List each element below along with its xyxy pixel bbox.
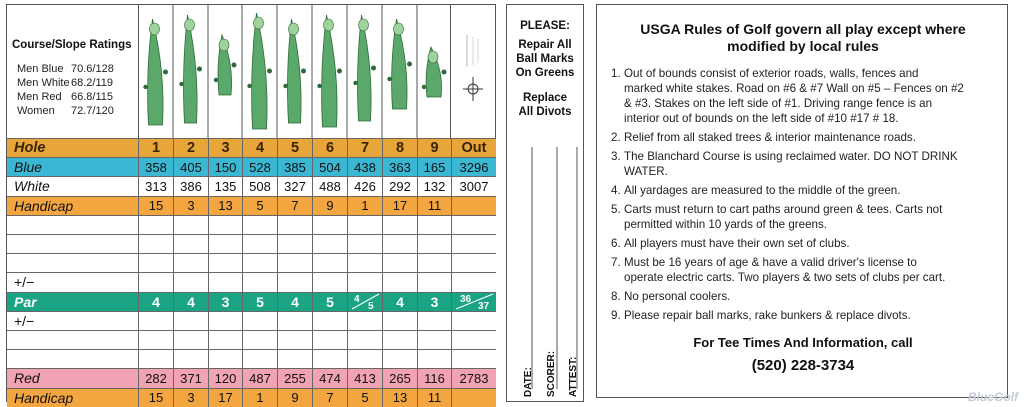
score-cell: 292 — [382, 177, 417, 195]
player-row — [7, 349, 496, 368]
score-cell: 9 — [417, 139, 451, 157]
rule-item — [611, 149, 996, 179]
row-label: Hole — [14, 140, 46, 157]
rule-number: 3. — [611, 150, 621, 163]
rules-title-line-2: modified by local rules — [727, 38, 879, 54]
score-cell — [451, 197, 496, 215]
score-cell: 426 — [347, 177, 382, 195]
score-entry-cell[interactable] — [242, 235, 277, 253]
score-entry-cell[interactable] — [382, 216, 417, 234]
score-entry-cell[interactable] — [312, 331, 347, 349]
score-cell — [312, 312, 347, 330]
score-entry-cell[interactable] — [312, 350, 347, 368]
score-entry-cell[interactable] — [138, 235, 173, 253]
score-cell: 358 — [138, 158, 173, 176]
rule-item — [611, 289, 996, 304]
score-cell: 4 — [242, 139, 277, 157]
hole-maps — [138, 5, 451, 138]
score-entry-cell[interactable] — [417, 331, 451, 349]
rules-title-line-1: USGA Rules of Golf govern all play except where — [640, 21, 966, 37]
rule-line: Must be 16 years of age & have a valid driver's license to — [624, 256, 917, 269]
score-entry-cell[interactable] — [277, 254, 312, 272]
score-entry-cell[interactable] — [451, 235, 496, 253]
score-entry-cell[interactable] — [312, 216, 347, 234]
player-row — [7, 215, 496, 234]
score-cell — [277, 312, 312, 330]
score-cell: 17 — [382, 197, 417, 215]
rule-number: 6. — [611, 237, 621, 250]
score-entry-cell[interactable] — [277, 235, 312, 253]
score-cell — [242, 312, 277, 330]
rating-tee: Men Blue — [17, 63, 64, 75]
course-logo — [451, 5, 496, 138]
score-cell: 474 — [312, 369, 347, 387]
score-cell — [312, 273, 347, 291]
rule-line: All players must have their own set of clubs. — [624, 237, 850, 250]
score-cell: 528 — [242, 158, 277, 176]
rating-value: 68.2/119 — [71, 77, 114, 89]
hole-map-1 — [143, 19, 168, 125]
score-cell: 3 — [173, 389, 208, 407]
score-cell — [417, 312, 451, 330]
score-entry-cell[interactable] — [347, 235, 382, 253]
score-entry-cell[interactable] — [312, 235, 347, 253]
rule-text — [624, 66, 994, 126]
player-row — [7, 234, 496, 253]
score-entry-cell[interactable] — [242, 216, 277, 234]
rule-number: 4. — [611, 184, 621, 197]
score-cell: 7 — [347, 139, 382, 157]
score-entry-cell[interactable] — [417, 350, 451, 368]
plus-minus-label: +/− — [14, 312, 35, 329]
score-entry-cell[interactable] — [138, 331, 173, 349]
date-label: DATE: — [523, 367, 534, 397]
score-cell: 132 — [417, 177, 451, 195]
score-cell: 413 — [347, 369, 382, 387]
score-cell — [347, 273, 382, 291]
watermark: BlueGolf — [968, 390, 1018, 404]
rules-panel — [596, 4, 1008, 398]
score-entry-cell[interactable] — [173, 235, 208, 253]
rule-line: & #3. Stakes on the left side of #1. Driving range fence is an — [624, 97, 933, 110]
score-cell: 1 — [242, 389, 277, 407]
score-cell: 5 — [277, 139, 312, 157]
rule-item — [611, 202, 996, 232]
score-cell: 11 — [417, 389, 451, 407]
score-cell — [138, 312, 173, 330]
rating-value: 66.8/115 — [71, 91, 114, 103]
rule-item — [611, 130, 996, 145]
score-entry-cell[interactable] — [242, 331, 277, 349]
score-entry-cell[interactable] — [382, 235, 417, 253]
blue-tee-row — [7, 157, 496, 176]
score-cell: 2783 — [451, 369, 496, 387]
rule-line: Out of bounds consist of exterior roads, walls, fences and — [624, 67, 919, 80]
rule-text — [624, 308, 994, 323]
rule-line: Relief from all staked trees & interior maintenance roads. — [624, 131, 916, 144]
score-cell: 17 — [208, 389, 242, 407]
score-entry-cell[interactable] — [382, 331, 417, 349]
score-cell — [208, 312, 242, 330]
score-cell: 3 — [208, 293, 242, 311]
score-cell: 1 — [347, 197, 382, 215]
signature-area — [507, 139, 583, 401]
plus-minus-label: +/− — [14, 274, 35, 291]
row-label: Par — [14, 293, 37, 310]
score-cell: 385 — [277, 158, 312, 176]
hole-map-2 — [179, 15, 202, 123]
plus-minus-row — [7, 311, 496, 330]
score-cell: 120 — [208, 369, 242, 387]
score-cell — [451, 293, 496, 311]
score-cell: 4 — [173, 293, 208, 311]
rule-item — [611, 66, 996, 126]
replace-line-2: All Divots — [518, 106, 572, 118]
score-cell: 4 — [277, 293, 312, 311]
rule-item — [611, 183, 996, 198]
hole-map-3 — [214, 35, 237, 95]
rating-row — [17, 105, 137, 117]
par-row — [7, 292, 496, 311]
score-entry-cell[interactable] — [451, 254, 496, 272]
score-cell: 7 — [277, 197, 312, 215]
score-cell: 15 — [138, 197, 173, 215]
score-entry-cell[interactable] — [208, 331, 242, 349]
repair-line-1: Repair All — [518, 39, 572, 51]
scorecard-panel — [6, 4, 496, 406]
rule-line: interior out of bounds on the left side of #10 #17 # 18. — [624, 112, 899, 125]
rule-item — [611, 236, 996, 251]
rating-value: 72.7/120 — [71, 105, 114, 117]
rating-tee: Men Red — [17, 91, 62, 103]
rule-line: All yardages are measured to the middle of the green. — [624, 184, 901, 197]
score-cell: 5 — [242, 197, 277, 215]
score-entry-cell[interactable] — [417, 216, 451, 234]
score-cell: 9 — [277, 389, 312, 407]
score-entry-cell[interactable] — [173, 350, 208, 368]
score-cell: 9 — [312, 197, 347, 215]
score-cell — [451, 273, 496, 291]
score-cell — [382, 312, 417, 330]
score-cell: 386 — [173, 177, 208, 195]
replace-line-1: Replace — [522, 92, 568, 104]
score-cell: 7 — [312, 389, 347, 407]
score-entry-cell[interactable] — [451, 350, 496, 368]
score-cell: 4 — [138, 293, 173, 311]
score-cell: 282 — [138, 369, 173, 387]
score-cell — [138, 273, 173, 291]
score-cell: 504 — [312, 158, 347, 176]
score-cell: 488 — [312, 177, 347, 195]
rule-number: 7. — [611, 256, 621, 269]
hole-map-5 — [283, 19, 306, 123]
please-label: PLEASE: — [520, 20, 570, 32]
score-cell: 405 — [173, 158, 208, 176]
score-entry-cell[interactable] — [138, 350, 173, 368]
hole-map-8 — [387, 19, 412, 109]
row-label: Blue — [14, 159, 43, 176]
rule-number: 1. — [611, 67, 621, 80]
score-cell: 5 — [312, 293, 347, 311]
attest-label: ATTEST: — [568, 356, 579, 397]
reminder-panel — [506, 4, 584, 402]
rating-row — [17, 91, 137, 103]
rule-line: marked white stakes. Road on #6 & #7 Wall on #5 – Fences on #2 — [624, 82, 964, 95]
info-line: For Tee Times And Information, call — [693, 335, 913, 350]
score-entry-cell[interactable] — [312, 254, 347, 272]
score-cell: 13 — [382, 389, 417, 407]
score-cell: 255 — [277, 369, 312, 387]
score-cell — [277, 273, 312, 291]
score-cell — [451, 312, 496, 330]
rule-text — [624, 255, 994, 285]
score-cell: 3 — [173, 197, 208, 215]
score-entry-cell[interactable] — [382, 254, 417, 272]
score-entry-cell[interactable] — [382, 350, 417, 368]
score-entry-cell[interactable] — [208, 235, 242, 253]
compass-icon — [463, 77, 483, 101]
score-entry-cell[interactable] — [277, 216, 312, 234]
par-split-top: 36 — [460, 294, 472, 306]
rating-row — [17, 63, 137, 75]
row-label: Handicap — [14, 197, 74, 214]
score-entry-cell[interactable] — [138, 216, 173, 234]
rules-title — [597, 21, 1009, 55]
red-tee-row — [7, 368, 496, 387]
split-par-cell — [348, 292, 382, 311]
score-cell: 2 — [173, 139, 208, 157]
hole-map-9 — [422, 47, 447, 97]
handicap-row — [7, 196, 496, 215]
row-label: Red — [14, 370, 40, 387]
score-cell: 15 — [138, 389, 173, 407]
score-entry-cell[interactable] — [242, 254, 277, 272]
handicap-row-2 — [7, 388, 496, 407]
rule-text — [624, 130, 994, 145]
score-cell — [347, 293, 382, 311]
rule-line: No personal coolers. — [624, 290, 731, 303]
row-label: Handicap — [14, 389, 74, 406]
rule-text — [624, 183, 994, 198]
hole-map-6 — [317, 15, 342, 127]
score-cell: 265 — [382, 369, 417, 387]
rule-line: WATER. — [624, 165, 668, 178]
score-cell: 135 — [208, 177, 242, 195]
score-entry-cell[interactable] — [347, 350, 382, 368]
score-entry-cell[interactable] — [277, 331, 312, 349]
rule-number: 9. — [611, 309, 621, 322]
rule-item — [611, 255, 996, 285]
score-cell: 13 — [208, 197, 242, 215]
hole-map-7 — [353, 15, 376, 121]
rule-text — [624, 236, 994, 251]
score-cell: Out — [451, 139, 496, 157]
score-entry-cell[interactable] — [138, 254, 173, 272]
white-tee-row — [7, 176, 496, 195]
rule-line: Carts must return to cart paths around green & tees. Carts not — [624, 203, 943, 216]
score-cell: 3296 — [451, 158, 496, 176]
score-entry-cell[interactable] — [208, 254, 242, 272]
score-cell: 6 — [312, 139, 347, 157]
score-entry-cell[interactable] — [417, 235, 451, 253]
score-cell — [242, 273, 277, 291]
score-cell: 150 — [208, 158, 242, 176]
rule-item — [611, 308, 996, 323]
score-cell: 5 — [242, 293, 277, 311]
repair-line-3: On Greens — [515, 67, 575, 79]
score-entry-cell[interactable] — [208, 216, 242, 234]
score-cell: 371 — [173, 369, 208, 387]
rule-text — [624, 289, 994, 304]
rule-number: 8. — [611, 290, 621, 303]
score-cell: 8 — [382, 139, 417, 157]
rule-line: operate electric carts. Two players & two sets of clubs per cart. — [624, 271, 946, 284]
ratings-title: Course/Slope Ratings — [12, 39, 132, 51]
rating-tee: Women — [17, 105, 55, 117]
rating-value: 70.6/128 — [71, 63, 114, 75]
score-entry-cell[interactable] — [208, 350, 242, 368]
score-cell: 5 — [347, 389, 382, 407]
score-entry-cell[interactable] — [451, 331, 496, 349]
hole-row — [7, 138, 496, 157]
score-entry-cell[interactable] — [242, 350, 277, 368]
score-cell: 313 — [138, 177, 173, 195]
score-entry-cell[interactable] — [277, 350, 312, 368]
score-cell: 363 — [382, 158, 417, 176]
score-cell — [173, 273, 208, 291]
repair-line-2: Ball Marks — [516, 53, 574, 65]
score-cell — [451, 389, 496, 407]
par-split-bottom: 37 — [478, 301, 490, 312]
plus-minus-row — [7, 272, 496, 291]
score-entry-cell[interactable] — [347, 331, 382, 349]
score-cell — [173, 312, 208, 330]
player-row — [7, 330, 496, 349]
score-entry-cell[interactable] — [173, 216, 208, 234]
score-entry-cell[interactable] — [347, 254, 382, 272]
ratings-box — [7, 5, 139, 138]
score-cell: 1 — [138, 139, 173, 157]
player-row — [7, 253, 496, 272]
score-entry-cell[interactable] — [451, 216, 496, 234]
rating-tee: Men White — [17, 77, 70, 89]
score-cell: 327 — [277, 177, 312, 195]
rating-row — [17, 77, 137, 89]
score-cell — [417, 273, 451, 291]
score-cell: 3007 — [451, 177, 496, 195]
score-cell: 487 — [242, 369, 277, 387]
designer-logo — [467, 35, 478, 67]
score-entry-cell[interactable] — [173, 331, 208, 349]
hole-maps-graphic — [138, 5, 451, 138]
score-cell: 3 — [208, 139, 242, 157]
score-entry-cell[interactable] — [417, 254, 451, 272]
row-label: White — [14, 178, 50, 195]
phone-number: (520) 228-3734 — [751, 357, 855, 374]
score-cell — [382, 273, 417, 291]
rule-text — [624, 149, 994, 179]
rule-text — [624, 202, 994, 232]
score-cell — [208, 273, 242, 291]
rule-line: permitted within 10 yards of the greens. — [624, 218, 827, 231]
rule-number: 5. — [611, 203, 621, 216]
par-split-bottom: 5 — [368, 301, 374, 312]
hole-map-4 — [247, 13, 272, 129]
score-cell: 11 — [417, 197, 451, 215]
score-cell: 508 — [242, 177, 277, 195]
score-cell: 165 — [417, 158, 451, 176]
score-cell: 3 — [417, 293, 451, 311]
score-entry-cell[interactable] — [173, 254, 208, 272]
score-cell — [347, 312, 382, 330]
score-entry-cell[interactable] — [347, 216, 382, 234]
score-cell: 438 — [347, 158, 382, 176]
par-split-top: 4 — [354, 294, 360, 306]
score-cell: 116 — [417, 369, 451, 387]
rule-number: 2. — [611, 131, 621, 144]
split-par-cell — [452, 292, 496, 311]
rule-line: Please repair ball marks, rake bunkers & replace divots. — [624, 309, 911, 322]
rule-line: The Blanchard Course is using reclaimed water. DO NOT DRINK — [624, 150, 958, 163]
scorer-label: SCORER: — [546, 350, 557, 397]
score-cell: 4 — [382, 293, 417, 311]
